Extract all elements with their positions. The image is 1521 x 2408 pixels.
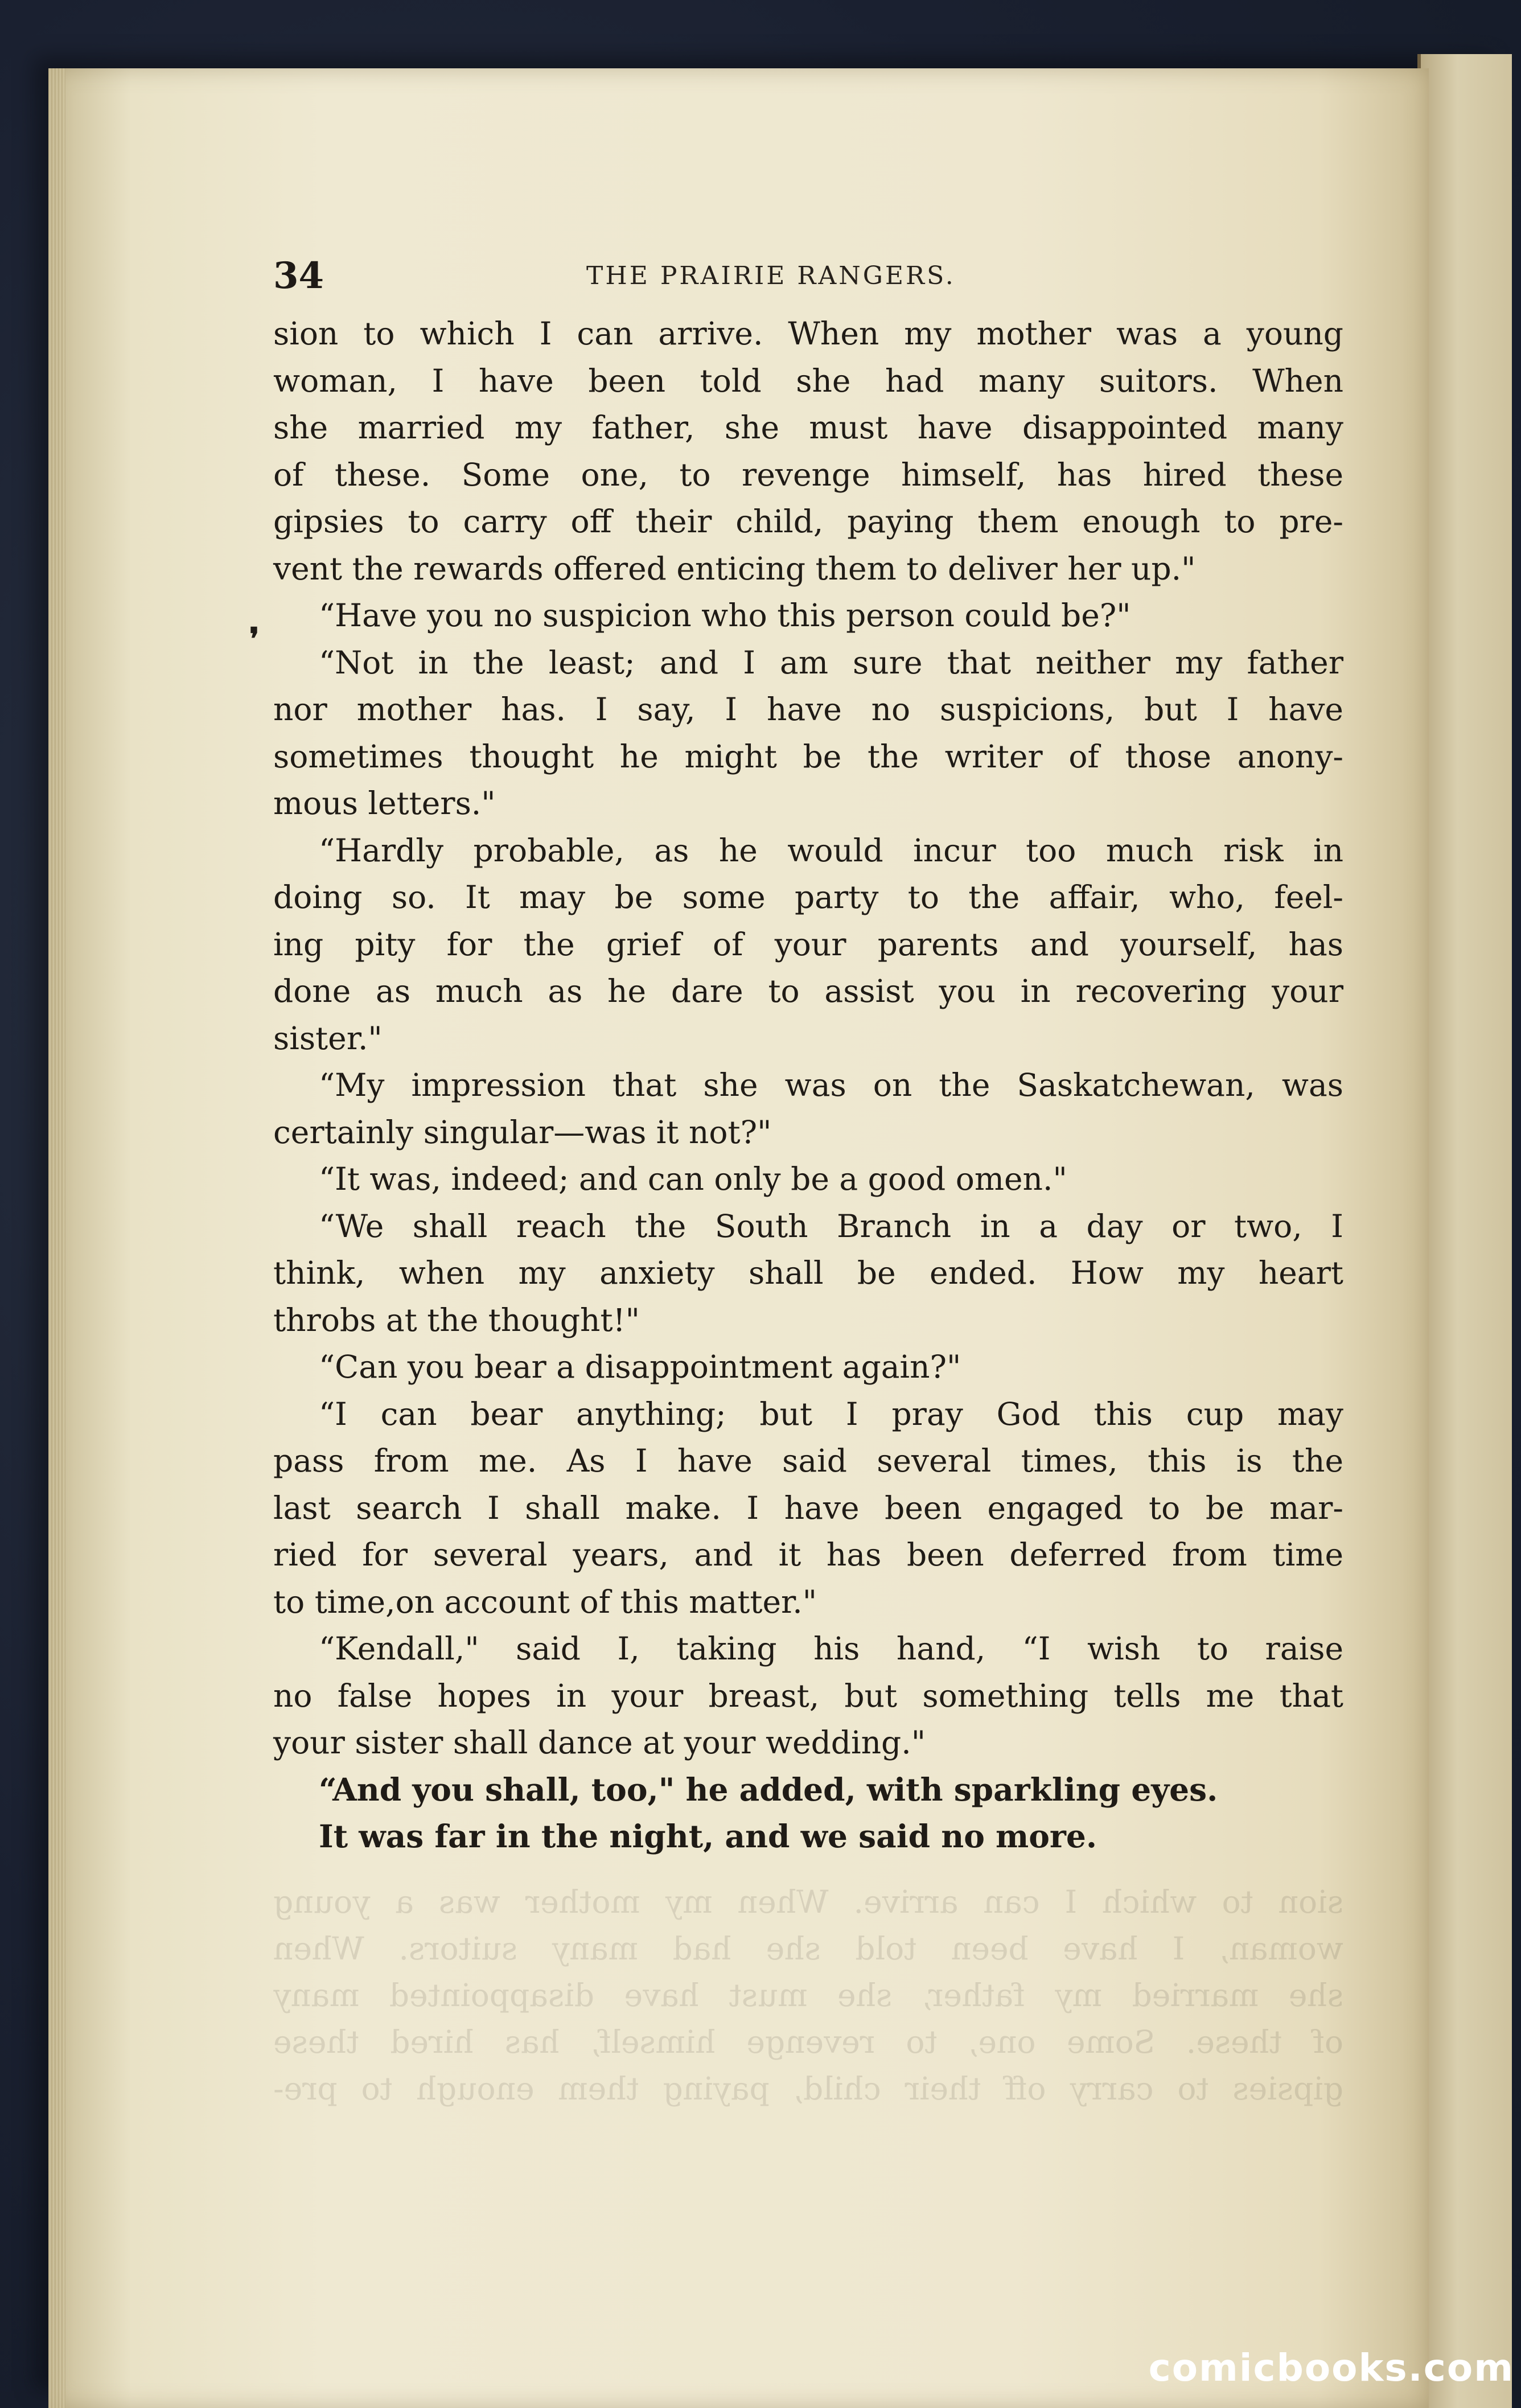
text-line: “Can you bear a disappointment again?" xyxy=(319,1349,961,1385)
body-text xyxy=(273,310,1343,1860)
bleed-through-text: sion to which I can arrive. When my mother was a young woman, I have been told she had many suitors. When she married my father, she must have disappointed many of these. Some one, to revenge himself, has hired these gipsies to carry off their child, paying them enough to pre- xyxy=(273,1884,1343,2107)
text-line: sister." xyxy=(273,1020,383,1057)
text-line: mous letters." xyxy=(273,785,496,821)
text-line: pass from me. As I have said several times, this is the xyxy=(273,1443,1343,1479)
text-line: gipsies to carry off their child, paying them enough to pre- xyxy=(273,503,1343,540)
text-line: doing so. It may be some party to the affair, who, feel- xyxy=(273,879,1343,915)
text-line: no false hopes in your breast, but something tells me that xyxy=(273,1677,1343,1714)
stray-ink-mark: ❜ xyxy=(249,621,260,657)
page-gutter xyxy=(48,68,65,2408)
text-line: ing pity for the grief of your parents and yourself, has xyxy=(273,926,1343,963)
text-line: vent the rewards offered enticing them to deliver her up." xyxy=(273,550,1196,587)
text-line: “Kendall," said I, taking his hand, “I wish to raise xyxy=(319,1630,1343,1667)
text-line: ried for several years, and it has been deferred from time xyxy=(273,1536,1343,1573)
text-line: “I can bear anything; but I pray God this cup may xyxy=(319,1395,1343,1432)
text-line: “My impression that she was on the Saskatchewan, was xyxy=(319,1067,1343,1103)
text-line: It was far in the night, and we said no more. xyxy=(319,1818,1097,1855)
text-line: certainly singular—was it not?" xyxy=(273,1113,772,1150)
page-header xyxy=(273,245,1349,307)
text-line: to time,on account of this matter." xyxy=(273,1583,817,1620)
text-line: last search I shall make. I have been engaged to be mar- xyxy=(273,1489,1343,1526)
text-line: woman, I have been told she had many suitors. When xyxy=(273,362,1343,399)
text-line: she married my father, she must have disappointed many xyxy=(273,409,1343,446)
text-line: sion to which I can arrive. When my mother was a young xyxy=(273,315,1343,352)
text-line: “Not in the least; and I am sure that neither my father xyxy=(319,644,1343,681)
text-line: your sister shall dance at your wedding." xyxy=(273,1724,926,1761)
text-line: done as much as he dare to assist you in recovering your xyxy=(273,973,1343,1009)
running-head: THE PRAIRIE RANGERS. xyxy=(586,261,956,290)
watermark-logo: comicbooks.com xyxy=(1148,2346,1514,2390)
text-line: nor mother has. I say, I have no suspicions, but I have xyxy=(273,691,1343,728)
facing-page-edge xyxy=(1417,54,1512,2408)
text-line: throbs at the thought!" xyxy=(273,1301,640,1338)
text-line: “We shall reach the South Branch in a day or two, I xyxy=(319,1207,1343,1244)
page-number: 34 xyxy=(273,254,324,297)
text-line: sometimes thought he might be the writer of those anony- xyxy=(273,738,1343,775)
text-line: think, when my anxiety shall be ended. How my heart xyxy=(273,1255,1343,1291)
text-line: “It was, indeed; and can only be a good omen." xyxy=(319,1161,1067,1197)
text-line: “And you shall, too," he added, with sparkling eyes. xyxy=(319,1770,1218,1808)
text-line: “Hardly probable, as he would incur too much risk in xyxy=(319,832,1343,869)
text-line: of these. Some one, to revenge himself, has hired these xyxy=(273,456,1343,493)
text-line: “Have you no suspicion who this person could be?" xyxy=(319,597,1131,634)
